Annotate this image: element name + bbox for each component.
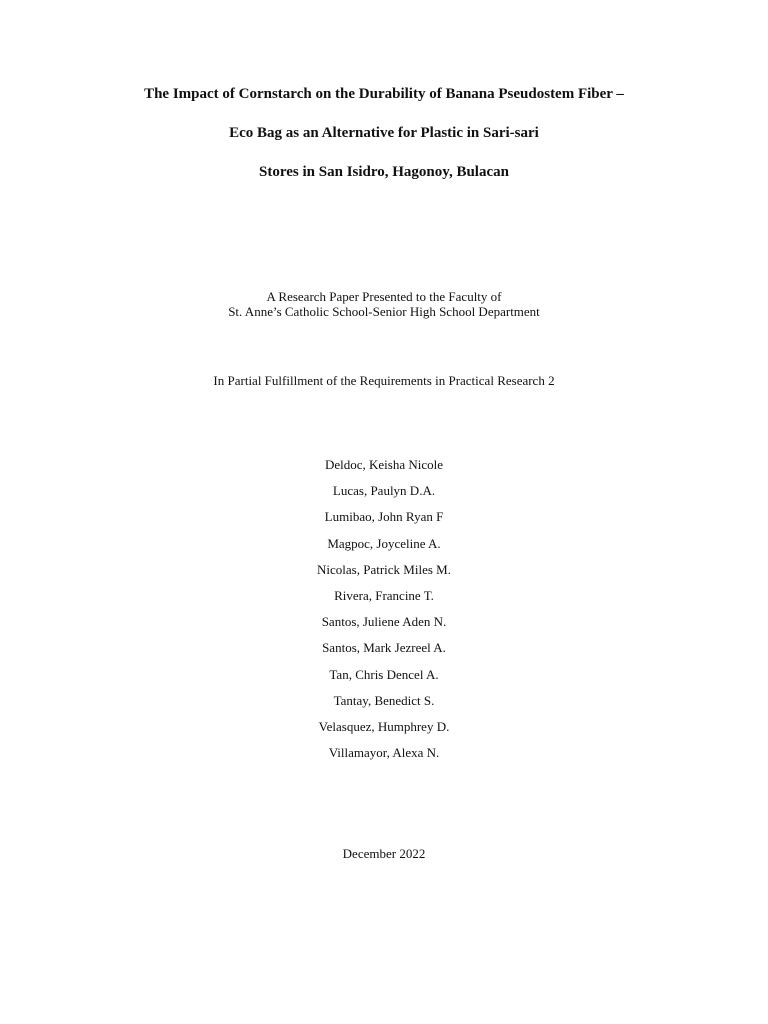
presentation-statement <box>40 289 728 319</box>
author-name: Villamayor, Alexa N. <box>328 745 440 761</box>
author-name: Nicolas, Patrick Miles M. <box>317 561 451 577</box>
author-list <box>40 457 728 771</box>
author-name: Tantay, Benedict S. <box>333 692 435 708</box>
author-name: Velasquez, Humphrey D. <box>318 718 450 734</box>
author-name: Rivera, Francine T. <box>334 587 434 603</box>
paper-title <box>40 84 728 201</box>
title-line-2: Eco Bag as an Alternative for Plastic in Sari-sari <box>229 125 539 141</box>
author-name: Tan, Chris Dencel A. <box>329 666 439 682</box>
author-name: Magpoc, Joyceline A. <box>327 535 441 551</box>
author-name: Santos, Juliene Aden N. <box>321 614 447 630</box>
author-name: Lucas, Paulyn D.A. <box>332 483 436 499</box>
fulfillment-statement: In Partial Fulfillment of the Requirements in Practical Research 2 <box>213 373 555 388</box>
title-line-1: The Impact of Cornstarch on the Durability of Banana Pseudostem Fiber – <box>144 86 624 102</box>
author-name: Santos, Mark Jezreel A. <box>322 640 446 656</box>
presentation-line-2: St. Anne’s Catholic School-Senior High School Department <box>228 304 540 319</box>
author-name: Lumibao, John Ryan F <box>324 509 444 525</box>
title-line-3: Stores in San Isidro, Hagonoy, Bulacan <box>259 164 509 180</box>
author-name: Deldoc, Keisha Nicole <box>324 457 444 472</box>
submission-date: December 2022 <box>342 846 426 861</box>
presentation-line-1: A Research Paper Presented to the Faculty of <box>266 289 502 304</box>
